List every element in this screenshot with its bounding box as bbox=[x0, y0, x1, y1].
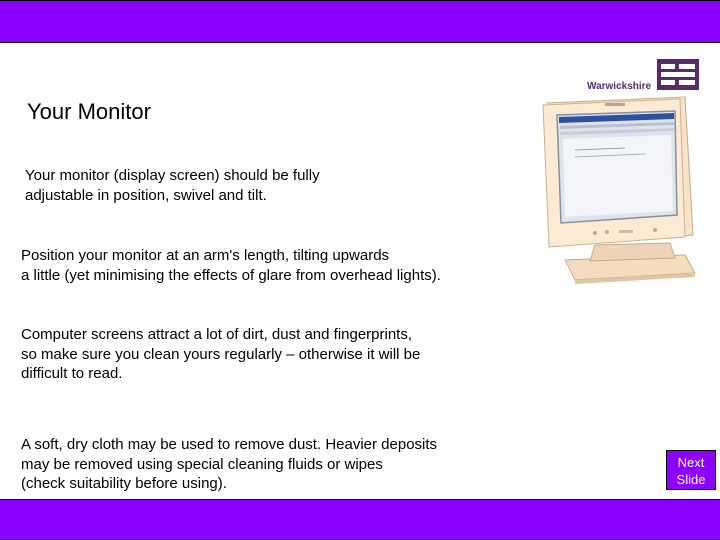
warwickshire-logo-icon bbox=[657, 59, 699, 90]
paragraph-cloth: A soft, dry cloth may be used to remove dust. Heavier deposits may be removed using special cleaning fluids or wipes (check suitability before using). bbox=[21, 436, 438, 492]
top-banner bbox=[0, 0, 720, 43]
paragraph-adjustable: Your monitor (display screen) should be fully adjustable in position, swivel and tilt. bbox=[25, 167, 320, 204]
next-slide-label-line2: Slide bbox=[676, 472, 706, 487]
next-slide-label-line1: Next bbox=[677, 455, 705, 470]
crt-monitor-icon bbox=[535, 95, 710, 285]
paragraph-cleaning: Computer screens attract a lot of dirt, dust and fingerprints, so make sure you clean yours regularly – otherwise it will be difficult to read. bbox=[21, 326, 421, 382]
next-slide-button[interactable] bbox=[666, 450, 716, 490]
slide-title: Your Monitor bbox=[27, 99, 151, 124]
logo-text: Warwickshire bbox=[587, 81, 652, 90]
paragraph-position: Position your monitor at an arm's length, tilting upwards a little (yet minimising the effects of glare from overhead lights). bbox=[21, 247, 441, 284]
bottom-banner bbox=[0, 499, 720, 540]
